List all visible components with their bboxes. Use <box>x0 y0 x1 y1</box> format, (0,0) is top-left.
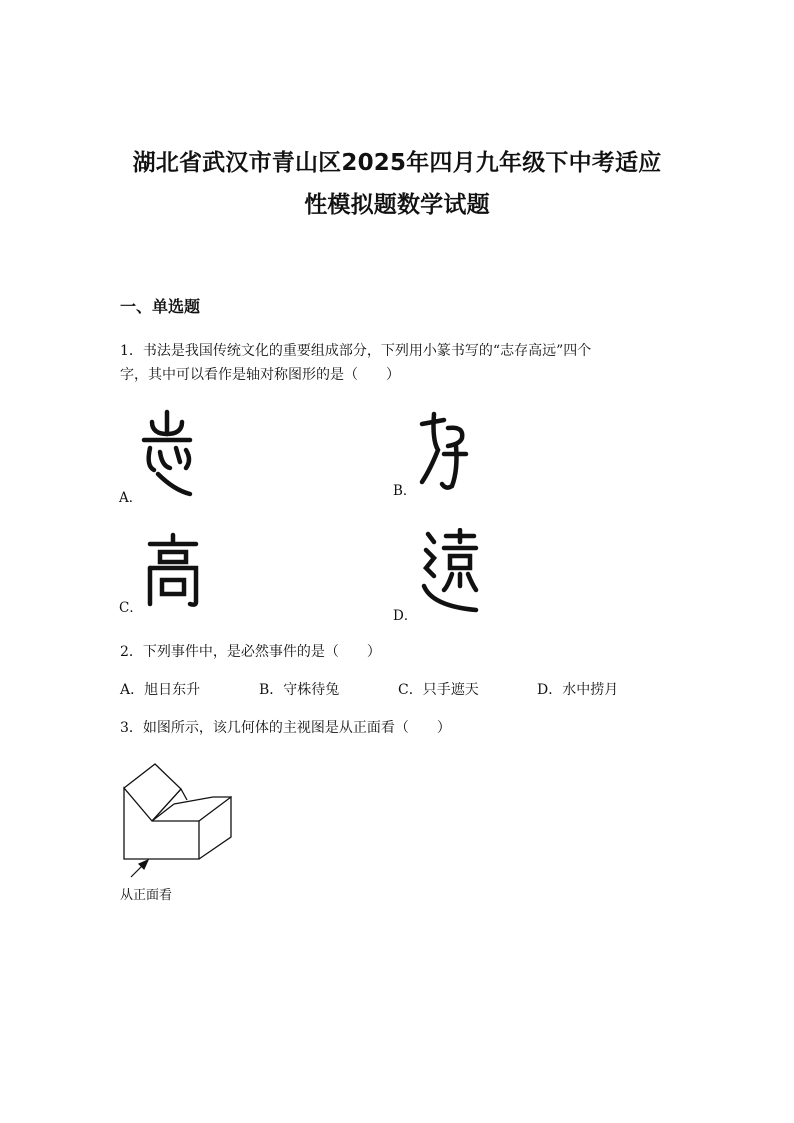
seal-cun-glyph-icon <box>418 410 470 492</box>
question-3-stem: 3．如图所示，该几何体的主视图是从正面看（ ） <box>120 720 451 736</box>
seal-gao-glyph-icon <box>144 532 202 610</box>
q1-option-a-label: A． <box>119 490 143 506</box>
page-title-line1: 湖北省武汉市青山区2025年四月九年级下中考适应 <box>132 150 662 176</box>
page-title-line2: 性模拟题数学试题 <box>304 192 490 218</box>
seal-zhi-glyph-icon <box>140 408 196 498</box>
q1-option-d-label: D． <box>393 608 418 624</box>
q2-option-d: D．水中捞月 <box>537 682 619 698</box>
q2-option-c: C．只手遮天 <box>398 682 479 698</box>
question-2-stem: 2．下列事件中，是必然事件的是（ ） <box>120 644 381 660</box>
section-heading: 一、单选题 <box>120 297 201 316</box>
seal-yuan-glyph-icon <box>418 528 480 616</box>
question-1-line1: 1．书法是我国传统文化的重要组成部分，下列用小篆书写的“志存高远”四个 <box>120 343 592 359</box>
question-1-line2: 字，其中可以看作是轴对称图形的是（ ） <box>120 367 400 383</box>
geometric-solid-figure <box>115 760 240 885</box>
q1-option-c-label: C． <box>119 600 143 616</box>
q2-option-b: B．守株待兔 <box>259 682 340 698</box>
q1-option-b-label: B． <box>393 483 417 499</box>
q2-option-a: A．旭日东升 <box>120 682 201 698</box>
figure-caption: 从正面看 <box>120 888 173 903</box>
